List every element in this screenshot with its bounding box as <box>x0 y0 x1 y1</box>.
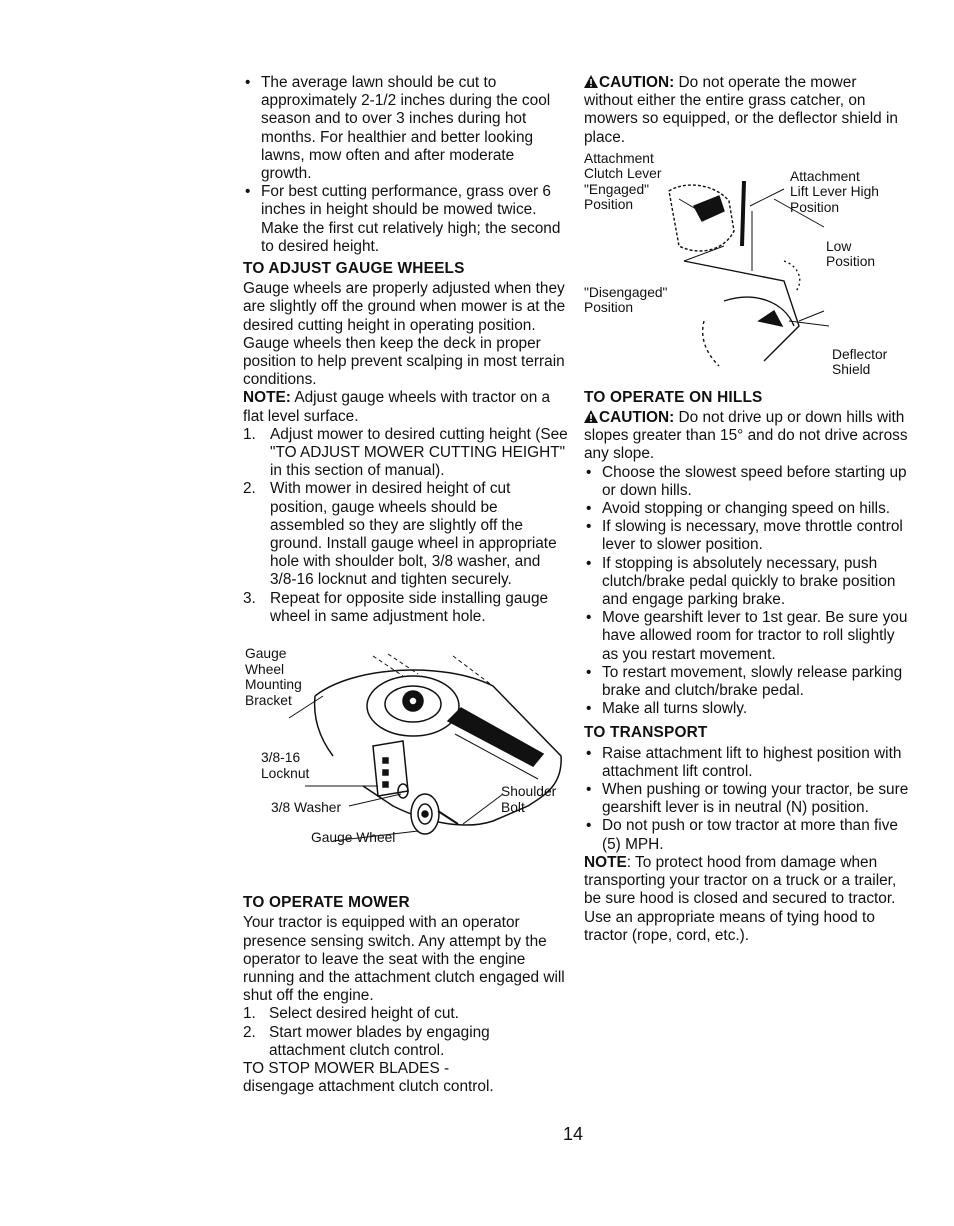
caution-label: CAUTION: <box>599 74 675 91</box>
stop-blades-text: disengage attachment clutch control. <box>243 1078 494 1096</box>
label-gauge-wheel: Gauge Wheel <box>311 830 396 846</box>
section-heading-transport: TO TRANSPORT <box>584 724 708 742</box>
gauge-wheel-figure <box>243 646 568 878</box>
gauge-paragraph: Gauge wheels are properly adjusted when they are slightly off the ground when mower is at the desired cutting height in operating position. Gauge wheels then keep the deck in proper position to help prevent scalping in most terrain conditions. <box>243 280 566 389</box>
caution-paragraph <box>584 74 909 147</box>
list-item: • Raise attachment lift to highest position with attachment lift control. <box>584 745 909 781</box>
label-low-position: Low Position <box>826 238 876 270</box>
left-column <box>243 74 568 1096</box>
list-item: • The average lawn should be cut to approximately 2-1/2 inches during the cool season and to over 3 inches during hot months. For healthier and better looking lawns, mow often and after moderate growth. <box>243 74 568 183</box>
list-item <box>243 480 568 589</box>
note <box>584 854 909 945</box>
note-label: NOTE <box>584 853 627 871</box>
list-item: • Avoid stopping or changing speed on hills. <box>584 500 909 518</box>
warning-triangle-icon <box>584 410 598 423</box>
step-text: Start mower blades by engaging attachment clutch control. <box>269 1023 490 1059</box>
stop-blades-line: TO STOP MOWER BLADES - <box>243 1059 450 1077</box>
page-number: 14 <box>563 1124 584 1144</box>
list-item: • If stopping is absolutely necessary, push clutch/brake pedal quickly to brake position and engage parking brake. <box>584 555 909 610</box>
list-item: • Do not push or tow tractor at more than five (5) MPH. <box>584 817 909 853</box>
caution-label: CAUTION: <box>599 409 675 427</box>
list-item <box>243 590 568 626</box>
step-number: 3. <box>243 589 256 607</box>
step-text: With mower in desired height of cut position, gauge wheels should be assembled so they are slightly off the ground. Install gauge wheel in appropriate hole with shoulder bolt, 3/8 washer, and 3/8-16 locknut and tighten securely. <box>270 480 557 589</box>
note-text: : To protect hood from damage when transporting your tractor on a truck or a trailer, be sure hood is closed and secured to tractor. Use an appropriate means of tying hood to tractor (rope, cord, etc.). <box>584 853 897 944</box>
note <box>243 389 568 425</box>
step-number: 2. <box>243 480 256 498</box>
label-locknut: 3/8-16 Locknut <box>261 750 310 781</box>
step-text: Adjust mower to desired cutting height (See "TO ADJUST MOWER CUTTING HEIGHT" in this section of manual). <box>270 425 568 480</box>
note-text: Adjust gauge wheels with tractor on a flat level surface. <box>243 389 551 425</box>
label-gauge-wheel-bracket: Gauge Wheel Mounting Bracket <box>245 646 302 708</box>
list-item: • To restart movement, slowly release parking brake and clutch/brake pedal. <box>584 664 909 700</box>
list-item <box>243 1005 568 1023</box>
step-number: 1. <box>243 1005 256 1023</box>
list-item: • Make all turns slowly. <box>584 700 909 718</box>
caution-text: Do not operate the mower without either the entire grass catcher, on mowers so equipped, or the deflector shield in place. <box>584 74 898 146</box>
list-item: • When pushing or towing your tractor, be sure gearshift lever is in neutral (N) position. <box>584 781 909 817</box>
step-number: 1. <box>243 425 256 443</box>
list-item: • For best cutting performance, grass over 6 inches in height should be mowed twice. Make the first cut relatively high; the second to desired height. <box>243 183 568 256</box>
operate-paragraph: Your tractor is equipped with an operator presence sensing switch. Any attempt by the operator to leave the seat with the engine running and the attachment clutch engaged will shut off the engine. <box>243 914 565 1005</box>
clutch-lever-figure <box>584 151 909 387</box>
label-clutch-lever-engaged: Attachment Clutch Lever "Engaged" Position <box>584 150 662 213</box>
list-item: • If slowing is necessary, move throttle control lever to slower position. <box>584 518 909 554</box>
label-washer: 3/8 Washer <box>271 800 342 816</box>
section-heading-hills: TO OPERATE ON HILLS <box>584 388 763 406</box>
label-deflector-shield: Deflector Shield <box>832 346 888 378</box>
warning-triangle-icon <box>584 75 598 88</box>
label-lift-lever-high: Attachment Lift Lever High Position <box>790 168 879 215</box>
list-item <box>243 426 568 481</box>
step-number: 2. <box>243 1023 256 1041</box>
right-column <box>584 74 909 945</box>
caution-text: Do not drive up or down hills with slopes greater than 15° and do not drive across any slope. <box>584 409 908 463</box>
label-shoulder-bolt: Shoulder Bolt <box>501 784 557 815</box>
label-disengaged-position: "Disengaged" Position <box>584 284 668 316</box>
section-heading-operate-mower: TO OPERATE MOWER <box>243 894 410 912</box>
step-text: Select desired height of cut. <box>269 1005 459 1023</box>
list-item: • Move gearshift lever to 1st gear. Be sure you have allowed room for tractor to roll slightly as you restart movement. <box>584 609 909 664</box>
section-heading-gauge-wheels: TO ADJUST GAUGE WHEELS <box>243 260 465 278</box>
note-label: NOTE: <box>243 389 291 407</box>
caution-paragraph <box>584 409 909 464</box>
step-text: Repeat for opposite side installing gauge wheel in same adjustment hole. <box>270 589 549 625</box>
list-item <box>243 1024 568 1060</box>
list-item: • Choose the slowest speed before starting up or down hills. <box>584 464 909 500</box>
